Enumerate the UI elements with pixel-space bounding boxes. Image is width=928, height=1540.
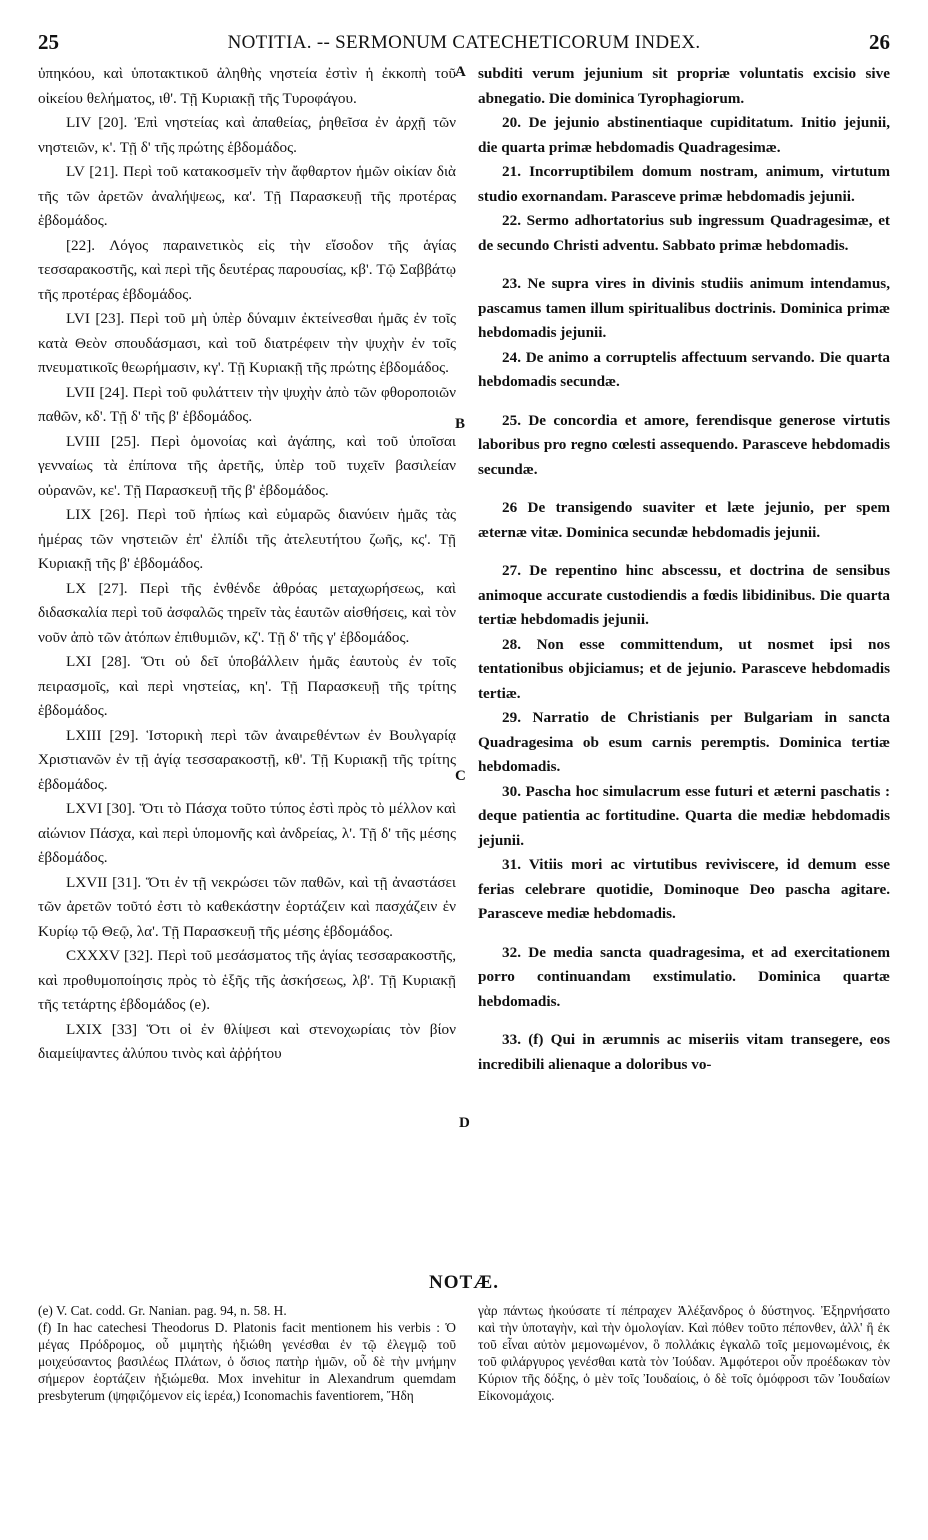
greek-entry: LXVII [31]. Ὅτι ἐν τῇ νεκρώσει τῶν παθῶν, καὶ τῇ ἀναστάσει τῶν ἀρετῶν τοῦτό ἐστι τὸ καθεκάστην ἑορτάζειν καὶ πασχάζειν ἐν Κυρίῳ τῷ Θεῷ, λα'. Τῇ Παρασκευῇ τῆς μέσης ἑβδομάδος. bbox=[38, 873, 456, 940]
latin-entry: 20. De jejunio abstinentiaque cupiditatum. Initio jejunii, die quarta primæ hebdomadis Quadragesimæ. bbox=[478, 114, 890, 156]
latin-entry: 30. Pascha hoc simulacrum esse futuri et æterni paschatis : deque patientia ac fortitudine. Quarta die mediæ hebdomadis jejunii. bbox=[478, 782, 890, 849]
footnote: (e) V. Cat. codd. Gr. Nanian. pag. 94, n. 58. H. bbox=[38, 1303, 287, 1318]
greek-entry: LXVI [30]. Ὅτι τὸ Πάσχα τοῦτο τύπος ἐστὶ πρὸς τὸ μέλλον καὶ αἰώνιον Πάσχα, καὶ περὶ ὑπομονῆς καὶ ἀνδρείας, λ'. Τῇ δ' τῆς μέσης ἑβδομάδος. bbox=[38, 800, 456, 866]
latin-entry: 23. Ne supra vires in divinis studiis animum intendamus, pascamus tamen illum spiritualibus doctrinis. Dominica primæ hebdomadis jejunii. bbox=[478, 275, 890, 341]
greek-entry: LX [27]. Περὶ τῆς ἐνθένδε ἀθρόας μεταχωρήσεως, καὶ διδασκαλία περὶ τοῦ ἀσφαλῶς τηρεῖν τὰς ἑαυτῶν αἰσθήσεις, καὶ τὸν νοῦν ἀπὸ τῶν ἀτόπων ἐπιθυμιῶν, κζ'. Τῇ δ' τῆς γ' ἑβδομάδος. bbox=[38, 579, 456, 646]
greek-entry: ὑπηκόου, καὶ ὑποτακτικοῦ ἀληθὴς νηστεία ἐστὶν ἡ ἐκκοπὴ τοῦ οἰκείου θελήματος, ιθ'. Τῇ Κυριακῇ τῆς Τυροφάγου. bbox=[38, 65, 456, 107]
latin-entry: 31. Vitiis mori ac virtutibus reviviscere, id demum esse ferias celebrare quotidie, Dominoque Deo pascha agitare. Parasceve mediæ hebdomadis. bbox=[478, 856, 890, 922]
latin-column bbox=[478, 62, 890, 1077]
running-title: NOTITIA. -- SERMONUM CATECHETICORUM INDEX. bbox=[227, 32, 701, 53]
latin-entry: 21. Incorruptibilem domum nostram, animum, virtutum studio exornandam. Parasceve primæ hebdomadis jejunii. bbox=[478, 163, 890, 205]
greek-entry: LIV [20]. Ἐπὶ νηστείας καὶ ἀπαθείας, ῥηθεῖσα ἐν ἀρχῇ τῶν νηστειῶν, κ'. Τῇ δ' τῆς πρώτης ἑβδομάδος. bbox=[38, 114, 456, 156]
latin-entry: 32. De media sancta quadragesima, et ad exercitationem porro continuandam exstimulatio. Dominica quartæ hebdomadis. bbox=[478, 943, 890, 1010]
notes-left-column bbox=[38, 1302, 456, 1404]
latin-entry: 25. De concordia et amore, ferendisque generose virtutis laboribus pro regno cœlesti assequendo. Parasceve hebdomadis secundæ. bbox=[478, 411, 890, 478]
footnote: γὰρ πάντως ἠκούσατε τί πέπραχεν Ἀλέξανδρος ὁ δύστηνος. Ἐξηρνήσατο καὶ τὴν ὑποταγὴν, καὶ τὴν ὁμολογίαν. Καὶ πόθεν τοῦτο πέπονθεν, ἀλλ' ἢ ἐκ τοῦ εἶναι αὐτὸν μεμονωμένον, ὃ πολλάκις ἐγκαλῶ τοῖς μεμονωμένοις, ἐκ τοῦ φιλάργυρος γενέσθαι κατὰ τὸν Ἰούδαν. Ἀμφότεροι οὖν προέδωκαν τὸν Κύριον τῆς δόξης, ὁ μὲν τοῖς Ἰουδαίοις, ὁ δὲ τοῖς ὁμόφροσι τῶν Ἰουδαίων Εἰκονομάχοις. bbox=[478, 1303, 890, 1403]
greek-entry: LVII [24]. Περὶ τοῦ φυλάττειν τὴν ψυχὴν ἀπὸ τῶν φθοροποιῶν παθῶν, κδ'. Τῇ δ' τῆς β' ἑβδομάδος. bbox=[38, 383, 456, 425]
greek-entry: [22]. Λόγος παραινετικὸς εἰς τὴν εἴσοδον τῆς ἁγίας τεσσαρακοστῆς, καὶ περὶ τῆς δευτέρας παρουσίας, κβ'. Τῷ Σαββάτῳ τῆς προτέρας ἑβδομάδος. bbox=[38, 236, 456, 303]
notes-right-column bbox=[478, 1302, 890, 1404]
greek-entry: LXIX [33] Ὅτι οἱ ἐν θλίψεσι καὶ στενοχωρίαις τὸν βίον διαμείψαντες ἀλύπου τινὸς καὶ ἀῤῥήτου bbox=[38, 1020, 456, 1062]
footnote: (f) In hac catechesi Theodorus D. Platonis facit mentionem his verbis : Ὁ μέγας Πρόδρομος, οὗ μιμητὴς ἠξιώθη γενέσθαι ἐν τῷ ἐλεγμῷ τοῦ μοιχεύσαντος βασιλέως Πλάτων, ὁ ὅσιος πατὴρ ἡμῶν, οὗ δὲ τὴν μνήμην σήμερον ἑορτάζειν ἠξιώμεθα. Mox invehitur in Alexandrum quemdam presbyterum (ψηφιζόμενον εἰς ἱερέα,) Iconomachis faventiorem, Ἤδη bbox=[38, 1320, 456, 1403]
running-header bbox=[38, 30, 890, 58]
greek-column bbox=[38, 62, 456, 1067]
margin-letter-b: B bbox=[455, 416, 466, 432]
greek-entry: LV [21]. Περὶ τοῦ κατακοσμεῖν τὴν ἄφθαρτον ἡμῶν οἰκίαν διὰ τῆς τῶν ἀρετῶν ἀναλήψεως, κα'. Τῇ Παρασκευῇ τῆς προτέρας ἑβδομάδος. bbox=[38, 163, 456, 229]
latin-entry: 22. Sermo adhortatorius sub ingressum Quadragesimæ, et de secundo Christi adventu. Sabbato primæ hebdomadis. bbox=[478, 212, 890, 254]
latin-entry: 26 De transigendo suaviter et læte jejunio, per spem æternæ vitæ. Dominica secundæ hebdomadis jejunii. bbox=[478, 499, 890, 541]
greek-entry: LIX [26]. Περὶ τοῦ ἠπίως καὶ εὐμαρῶς διανύειν ἡμᾶς τὰς ἡμέρας τῶν νηστειῶν ἐπ' ἐλπίδι τῆς ἀτελευτήτου ζωῆς, κς'. Τῇ Κυριακῇ τῆς β' ἑβδομάδος. bbox=[38, 506, 456, 572]
greek-entry: CXXXV [32]. Περὶ τοῦ μεσάσματος τῆς ἁγίας τεσσαρακοστῆς, καὶ προθυμοποίησις πρὸς τὸ ἑξῆς τῆς ἀσκήσεως, λβ'. Τῇ Κυριακῇ τῆς τετάρτης ἑβδομάδος (e). bbox=[38, 947, 456, 1013]
notes-heading: NOTÆ. bbox=[429, 1272, 499, 1293]
greek-entry: LXI [28]. Ὅτι οὐ δεῖ ὑποβάλλειν ἡμᾶς ἑαυτοὺς ἐν τοῖς πειρασμοῖς, καὶ περὶ νηστείας, κη'. Τῇ Παρασκευῇ τῆς τρίτης ἑβδομάδος. bbox=[38, 653, 456, 719]
greek-entry: LXIII [29]. Ἱστορικὴ περὶ τῶν ἀναιρεθέντων ἐν Βουλγαρίᾳ Χριστιανῶν ἐν τῇ ἁγίᾳ τεσσαρακοστῇ, κθ'. Τῇ Κυριακῇ τῆς τρίτης ἑβδομάδος. bbox=[38, 726, 456, 793]
latin-entry: 24. De animo a corruptelis affectuum servando. Die quarta hebdomadis secundæ. bbox=[478, 348, 890, 390]
latin-entry: 28. Non esse committendum, ut nosmet ipsi nos tentationibus objiciamus; et de jejunio. Parasceve hebdomadis tertiæ. bbox=[478, 635, 890, 702]
latin-entry: 27. De repentino hinc abscessu, et doctrina de sensibus animoque accurate custodiendis a fœdis libidinibus. Die quarta tertiæ hebdomadis jejunii. bbox=[478, 562, 890, 628]
latin-entry: 29. Narratio de Christianis per Bulgariam in sancta Quadragesima ob esum carnis peremptis. Dominica tertiæ hebdomadis. bbox=[478, 709, 890, 775]
page-number-left: 25 bbox=[38, 30, 59, 54]
greek-entry: LVI [23]. Περὶ τοῦ μὴ ὑπὲρ δύναμιν ἐκτείνεσθαι ἡμᾶς ἐν τοῖς κατὰ Θεὸν σπουδάσμασι, καὶ τοῦ διατρέφειν τὴν ψυχὴν ἐν τοῖς πνευματικοῖς θεωρήμασιν, κγ'. Τῇ Κυριακῇ τῆς πρώτης ἑβδομάδος. bbox=[38, 310, 456, 376]
page-number-right: 26 bbox=[869, 30, 890, 54]
latin-entry: subditi verum jejunium sit propriæ voluntatis excisio sive abnegatio. Die dominica Tyrophagiorum. bbox=[478, 65, 890, 107]
latin-entry: 33. (f) Qui in ærumnis ac miseriis vitam transegere, eos incredibili alienaque a doloribus vo- bbox=[478, 1031, 890, 1073]
margin-letter-c: C bbox=[455, 768, 466, 784]
greek-entry: LVIII [25]. Περὶ ὁμονοίας καὶ ἀγάπης, καὶ τοῦ ὑποῖσαι γενναίως τὰ ἐπίπονα τῆς ἀρετῆς, ὑπὲρ τοῦ τυχεῖν βασιλείαν οὐρανῶν, κε'. Τῇ Παρασκευῇ τῆς β' ἑβδομάδος. bbox=[38, 432, 456, 499]
margin-letter-a: A bbox=[455, 64, 466, 80]
margin-letter-d: D bbox=[459, 1115, 470, 1131]
